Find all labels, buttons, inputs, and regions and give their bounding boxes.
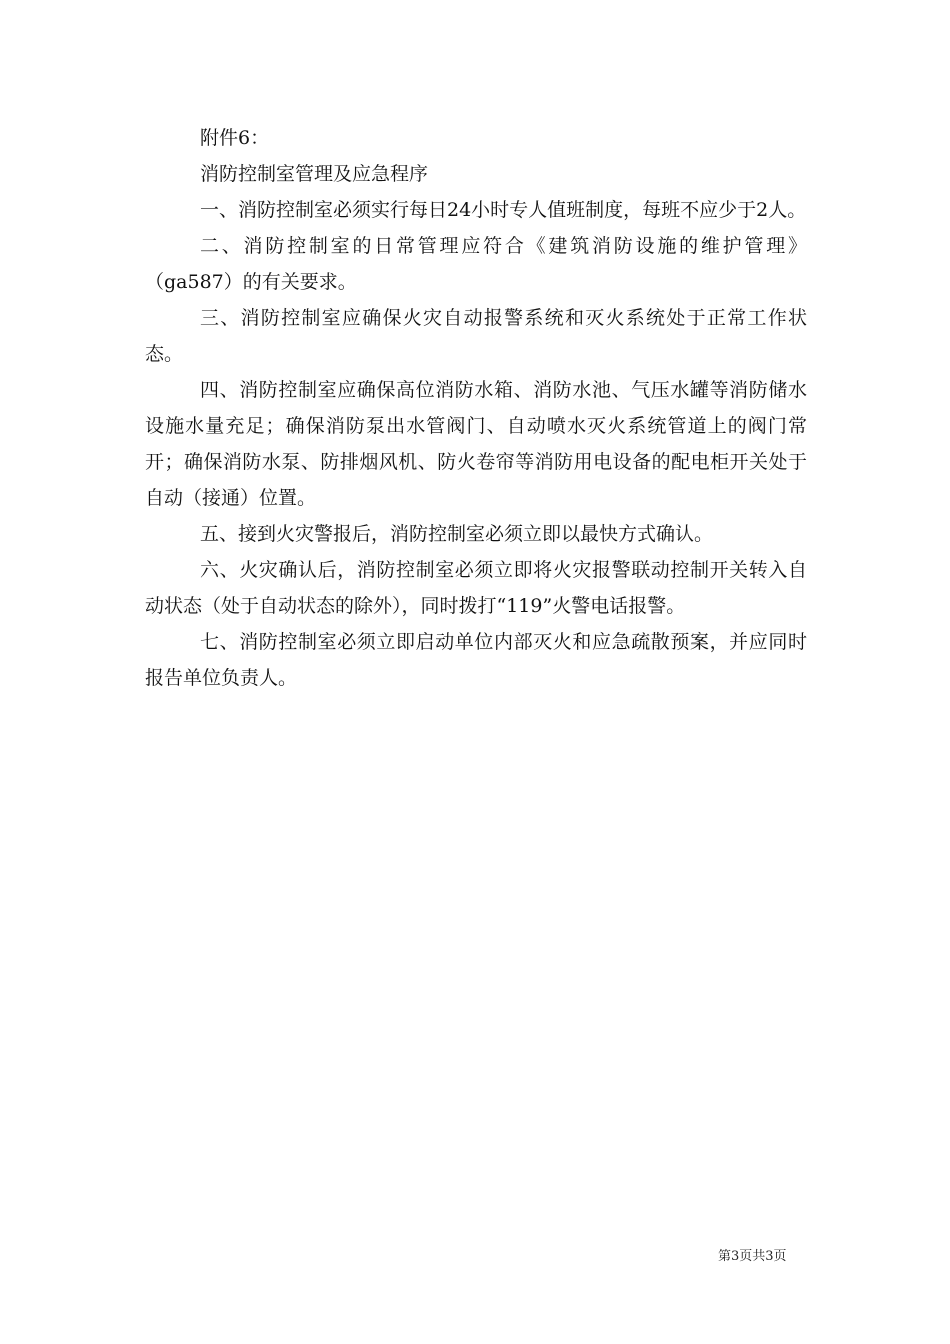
paragraph-5: 五、接到火灾警报后，消防控制室必须立即以最快方式确认。 xyxy=(200,523,714,545)
document-title: 消防控制室管理及应急程序 xyxy=(200,163,429,185)
paragraph-2: 二、消防控制室的日常管理应符合《建筑消防设施的维护管理》（ga587）的有关要求。 xyxy=(145,235,807,293)
paragraph-6: 六、火灾确认后，消防控制室必须立即将火灾报警联动控制开关转入自动状态（处于自动状态的除外），同时拨打“119”火警电话报警。 xyxy=(145,559,807,617)
attachment-label: 附件6： xyxy=(200,127,270,149)
document-body xyxy=(145,120,807,696)
paragraph-7: 七、消防控制室必须立即启动单位内部灭火和应急疏散预案，并应同时报告单位负责人。 xyxy=(145,631,807,689)
paragraph-3: 三、消防控制室应确保火灾自动报警系统和灭火系统处于正常工作状态。 xyxy=(145,307,807,365)
paragraph-4: 四、消防控制室应确保高位消防水箱、消防水池、气压水罐等消防储水设施水量充足；确保消防泵出水管阀门、自动喷水灭火系统管道上的阀门常开；确保消防水泵、防排烟风机、防火卷帘等消防用电设备的配电柜开关处于自动（接通）位置。 xyxy=(145,379,807,509)
page-number-footer: 第3页共3页 xyxy=(718,1249,787,1264)
paragraph-1: 一、消防控制室必须实行每日24小时专人值班制度，每班不应少于2人。 xyxy=(200,199,807,221)
